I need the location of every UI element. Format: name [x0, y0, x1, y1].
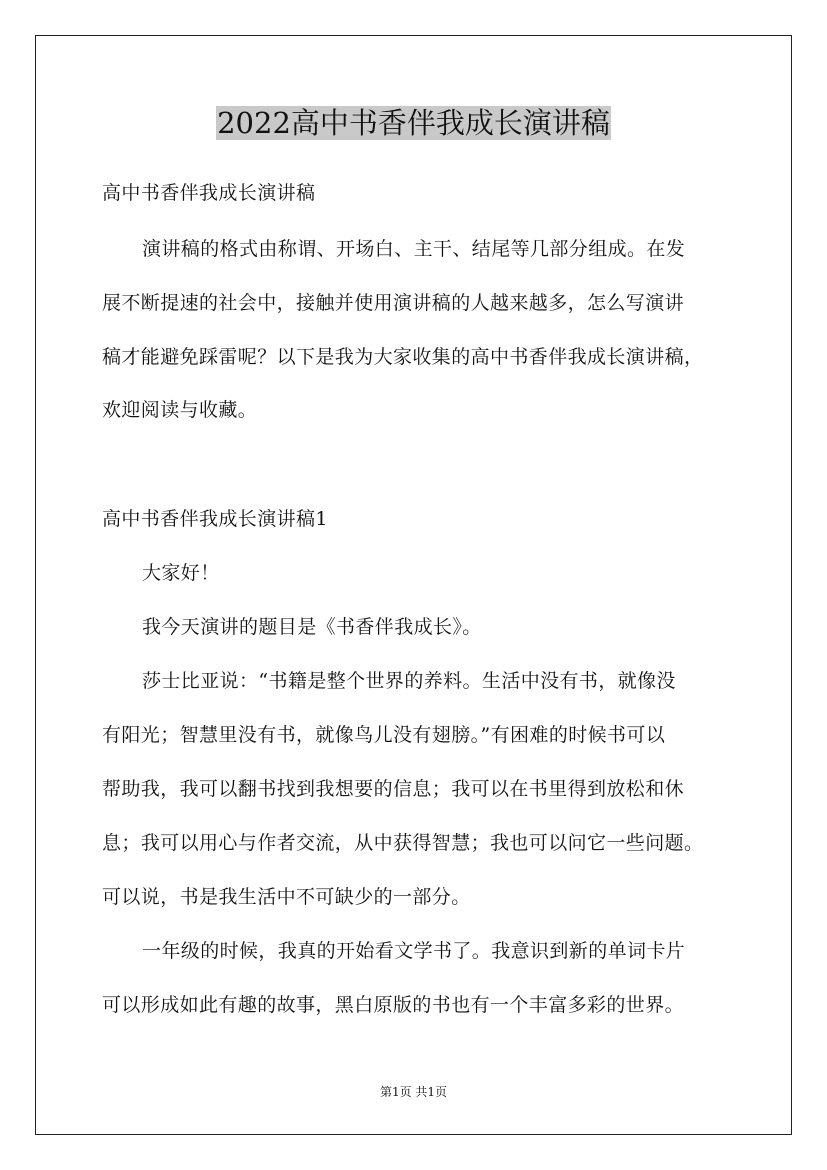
page-footer: 第1页 共1页	[379, 1085, 448, 1099]
intro-line-1: 演讲稿的格式由称谓、开场白、主干、结尾等几部分组成。在发	[142, 238, 686, 260]
section-heading: 高中书香伴我成长演讲稿1	[102, 508, 328, 530]
intro-line-3: 稿才能避免踩雷呢？以下是我为大家收集的高中书香伴我成长演讲稿，	[102, 346, 704, 368]
intro-line-4: 欢迎阅读与收藏。	[102, 399, 258, 421]
topic-line: 我今天演讲的题目是《书香伴我成长》。	[142, 616, 482, 638]
paragraph-1-line-1: 莎士比亚说：“书籍是整个世界的养料。生活中没有书，就像没	[142, 670, 676, 692]
greeting: 大家好！	[142, 562, 220, 584]
document-title-text: 2022高中书香伴我成长演讲稿	[217, 106, 610, 140]
paragraph-1-line-3: 帮助我，我可以翻书找到我想要的信息；我可以在书里得到放松和休	[102, 778, 685, 800]
paragraph-1-line-2: 有阳光；智慧里没有书，就像鸟儿没有翅膀。”有困难的时候书可以	[102, 724, 666, 746]
paragraph-2-line-1: 一年级的时候，我真的开始看文学书了。我意识到新的单词卡片	[142, 940, 686, 962]
intro-line-2: 展不断提速的社会中，接触并使用演讲稿的人越来越多，怎么写演讲	[102, 292, 685, 314]
paragraph-1-line-4: 息；我可以用心与作者交流，从中获得智慧；我也可以问它一些问题。	[102, 832, 704, 854]
paragraph-1-line-5: 可以说，书是我生活中不可缺少的一部分。	[102, 886, 471, 908]
paragraph-2-line-2: 可以形成如此有趣的故事，黑白原版的书也有一个丰富多彩的世界。	[102, 994, 685, 1016]
document-subtitle: 高中书香伴我成长演讲稿	[102, 182, 316, 204]
document-title	[0, 103, 827, 143]
